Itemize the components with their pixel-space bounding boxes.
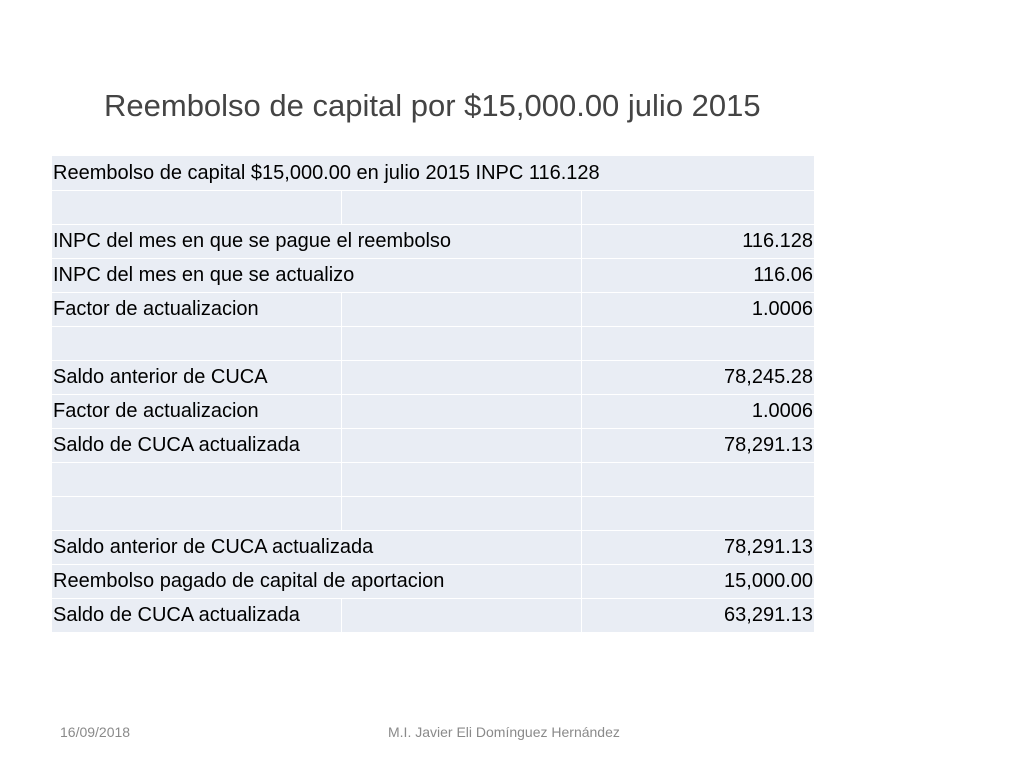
row-label <box>52 497 342 531</box>
footer-date: 16/09/2018 <box>60 724 131 740</box>
row-value <box>582 327 815 361</box>
row-value: 15,000.00 <box>582 565 815 599</box>
table-row <box>52 463 815 497</box>
table-row <box>52 191 815 225</box>
slide-title: Reembolso de capital por $15,000.00 julio 2015 <box>104 88 761 123</box>
row-value <box>582 497 815 531</box>
table-header-cell: Reembolso de capital $15,000.00 en julio 2015 INPC 116.128 <box>52 156 815 191</box>
empty-cell <box>342 361 582 395</box>
row-label <box>52 191 342 225</box>
row-label: Saldo anterior de CUCA <box>52 361 342 395</box>
empty-cell <box>342 395 582 429</box>
row-label <box>52 463 342 497</box>
row-value: 78,291.13 <box>582 531 815 565</box>
row-label: Saldo anterior de CUCA actualizada <box>52 531 582 565</box>
table-row <box>52 531 815 565</box>
table-row <box>52 599 815 633</box>
row-label: Factor de actualizacion <box>52 293 342 327</box>
empty-cell <box>342 599 582 633</box>
empty-cell <box>342 327 582 361</box>
table-row <box>52 429 815 463</box>
table-row <box>52 565 815 599</box>
row-value: 78,291.13 <box>582 429 815 463</box>
empty-cell <box>342 429 582 463</box>
empty-cell <box>342 191 582 225</box>
row-value: 116.06 <box>582 259 815 293</box>
empty-cell <box>342 293 582 327</box>
row-label: INPC del mes en que se pague el reembolso <box>52 225 582 259</box>
footer-author: M.I. Javier Eli Domínguez Hernández <box>388 724 620 740</box>
empty-cell <box>342 497 582 531</box>
row-value: 78,245.28 <box>582 361 815 395</box>
table-row <box>52 225 815 259</box>
empty-cell <box>342 463 582 497</box>
table-row <box>52 395 815 429</box>
row-label: Factor de actualizacion <box>52 395 342 429</box>
table-row <box>52 259 815 293</box>
row-value <box>582 191 815 225</box>
table-row <box>52 361 815 395</box>
table-row <box>52 497 815 531</box>
reembolso-table <box>51 155 815 633</box>
row-value: 1.0006 <box>582 293 815 327</box>
row-value <box>582 463 815 497</box>
row-label: INPC del mes en que se actualizo <box>52 259 582 293</box>
row-value: 116.128 <box>582 225 815 259</box>
row-label: Saldo de CUCA actualizada <box>52 429 342 463</box>
row-value: 63,291.13 <box>582 599 815 633</box>
row-value: 1.0006 <box>582 395 815 429</box>
row-label: Reembolso pagado de capital de aportacion <box>52 565 582 599</box>
table-header-row <box>52 156 815 191</box>
row-label <box>52 327 342 361</box>
table-row <box>52 327 815 361</box>
table-row <box>52 293 815 327</box>
row-label: Saldo de CUCA actualizada <box>52 599 342 633</box>
